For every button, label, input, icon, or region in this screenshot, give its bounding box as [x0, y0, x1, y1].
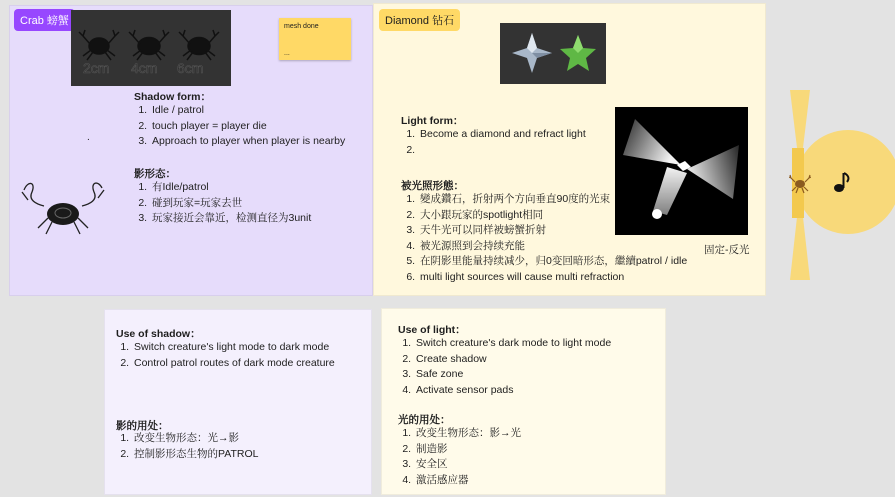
- crab-icon: [789, 172, 811, 194]
- light-use-heading: Use of light：: [398, 324, 466, 336]
- shadow-use-cn-heading: 影的用处：: [116, 420, 169, 432]
- list-item: 2. Create shadow: [414, 352, 611, 368]
- list-item: 2. 大小跟玩家的spotlight相同: [418, 208, 687, 224]
- refraction-image[interactable]: [615, 107, 748, 235]
- crab-section-tag[interactable]: Crab 螃蟹: [14, 9, 75, 31]
- list-item: 1. Switch creature's light mode to dark mode: [132, 340, 335, 356]
- list-item: 4. 激活感应器: [414, 473, 521, 489]
- shadow-form-cn-heading: 影形态：: [134, 168, 176, 180]
- list-item: 4. 被光源照到会持续充能: [418, 239, 687, 255]
- shadow-use-list: [114, 340, 335, 371]
- size-label-2cm: 2cm: [83, 60, 110, 76]
- light-use-list: [396, 336, 611, 398]
- list-item: 3. 玩家接近会靠近，检测直径为3unit: [150, 211, 311, 227]
- size-label-4cm: 4cm: [131, 60, 158, 76]
- list-item: 3. 天牛光可以同样被螃蟹折射: [418, 223, 687, 239]
- crab-sizes-thumbnail[interactable]: [71, 10, 231, 86]
- list-item: 2. 碰到玩家=玩家去世: [150, 196, 311, 212]
- list-item: 1. 變成鑽石，折射两个方向垂直90度的光束: [418, 192, 687, 208]
- stray-dot: .: [87, 132, 90, 143]
- list-item: 1. Become a diamond and refract light: [418, 127, 586, 143]
- list-item: 2. touch player = player die: [150, 119, 345, 135]
- shadow-form-cn-list: [132, 180, 311, 227]
- list-item: 1. 改变生物形态：影→光: [414, 426, 521, 442]
- light-use-cn-list: [396, 426, 521, 488]
- shadow-use-cn-list: [114, 431, 258, 462]
- light-form-cn-heading: 被光照形態：: [401, 180, 464, 192]
- sticky-note-footer: ...: [284, 50, 290, 57]
- shadow-form-heading: Shadow form：: [134, 91, 212, 103]
- list-item: 3. Approach to player when player is nearby: [150, 134, 345, 150]
- list-item: 1. Idle / patrol: [150, 103, 345, 119]
- music-note-icon: [832, 170, 852, 194]
- diamond-section-tag[interactable]: Diamond 钻石: [379, 9, 460, 31]
- list-item: 6. multi light sources will cause multi refraction: [418, 270, 687, 286]
- star-icon: [560, 35, 596, 71]
- list-item: 3. 安全区: [414, 457, 521, 473]
- list-item: 2. 控制影形态生物的PATROL: [132, 447, 258, 463]
- light-use-cn-heading: 光的用处：: [398, 414, 451, 426]
- shadow-form-list: [132, 103, 345, 150]
- list-item: [418, 143, 586, 159]
- list-item: 5. 在阴影里能量持续减少，归0变回暗形态，繼續patrol / idle: [418, 254, 687, 270]
- list-item: 3. Safe zone: [414, 367, 611, 383]
- refraction-caption: 固定-反光: [704, 244, 750, 256]
- list-item: 1. 改变生物形态：光→影: [132, 431, 258, 447]
- list-item: 2. Control patrol routes of dark mode creature: [132, 356, 335, 372]
- sticky-note[interactable]: [279, 18, 351, 60]
- list-item: 4. Activate sensor pads: [414, 383, 611, 399]
- list-item: 1. Switch creature's dark mode to light mode: [414, 336, 611, 352]
- crab-sketch-icon[interactable]: [18, 178, 108, 238]
- list-item: 1. 有Idle/patrol: [150, 180, 311, 196]
- light-form-heading: Light form：: [401, 115, 464, 127]
- sticky-note-text: mesh done: [284, 23, 319, 30]
- diamond-thumbnail[interactable]: [500, 23, 606, 84]
- light-form-list: [400, 127, 586, 158]
- size-label-6cm: 6cm: [177, 60, 204, 76]
- list-item: 2. 制造影: [414, 442, 521, 458]
- diamond-icon: [512, 33, 552, 73]
- shadow-use-heading: Use of shadow：: [116, 328, 201, 340]
